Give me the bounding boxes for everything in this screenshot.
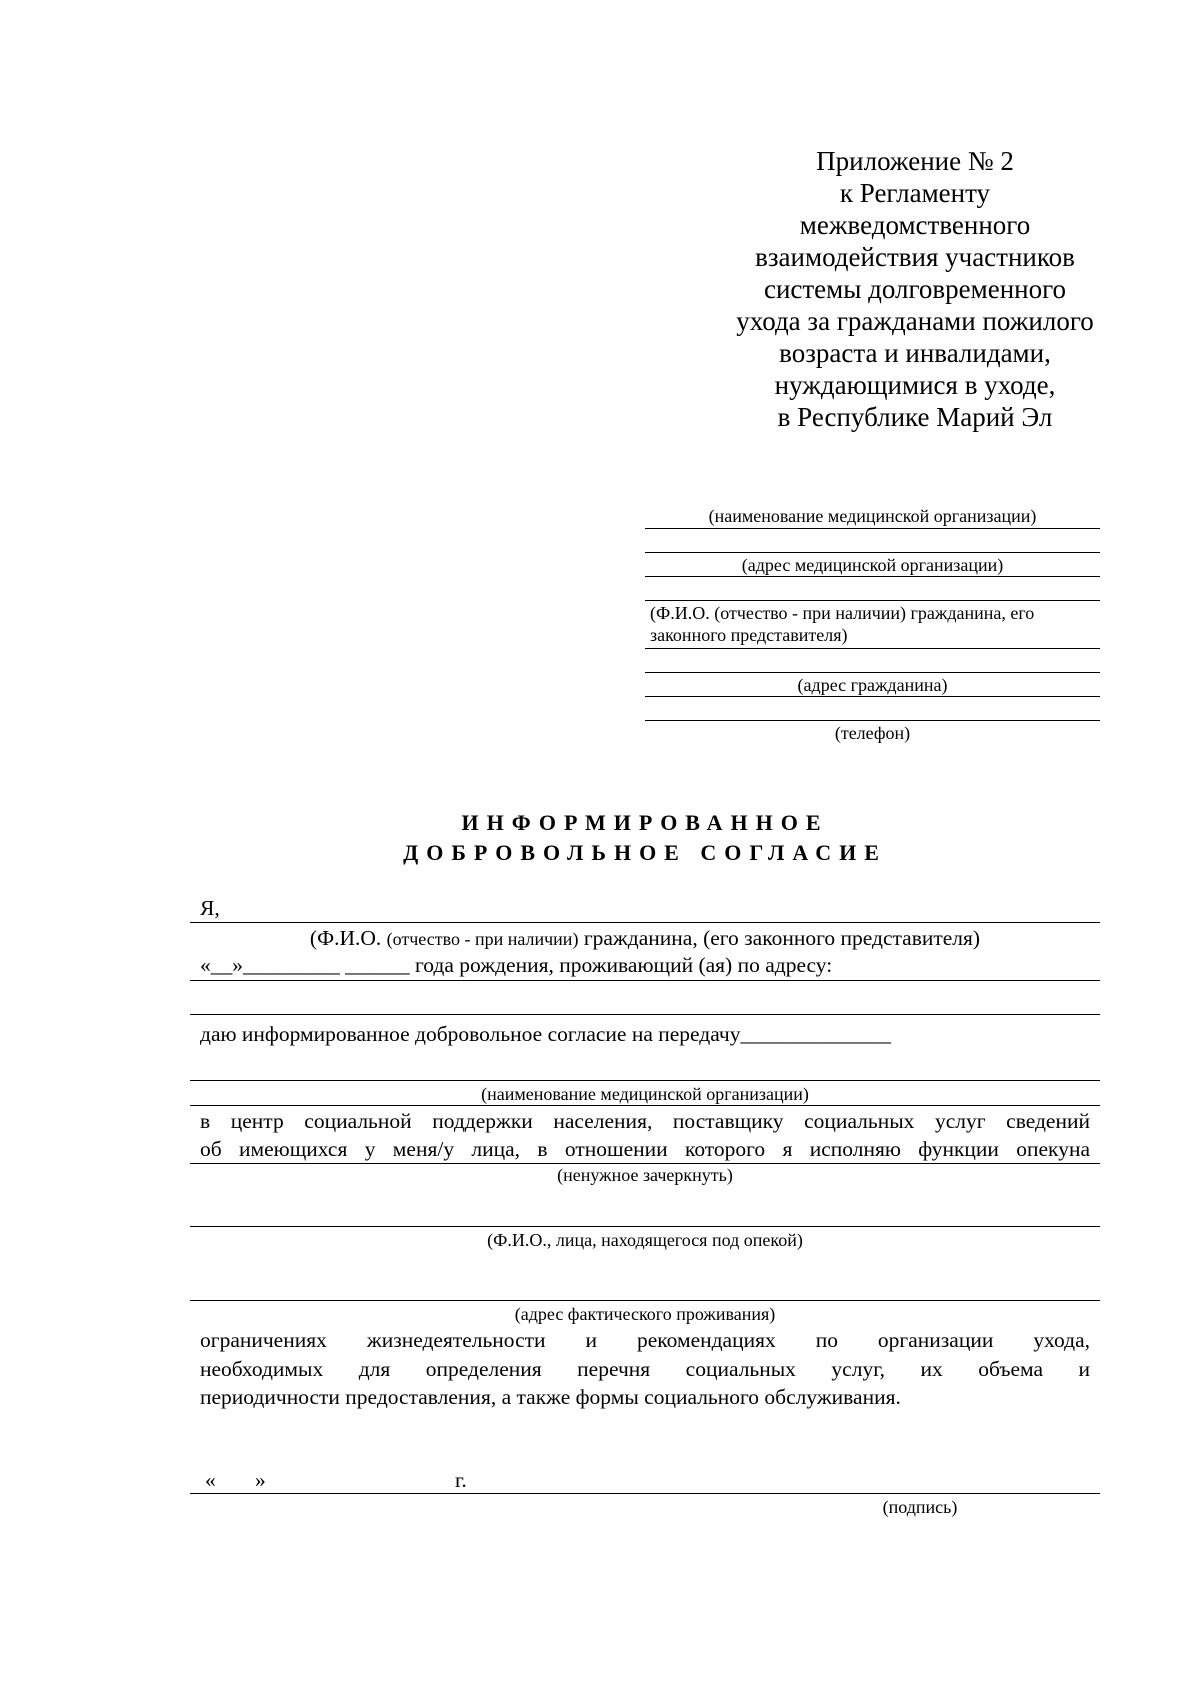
med-org-body-line-2[interactable] bbox=[190, 1105, 1100, 1106]
document-title-line-2: ДОБРОВОЛЬНОЕ СОГЛАСИЕ bbox=[403, 840, 887, 865]
med-org-body-caption: (наименование медицинской организации) bbox=[481, 1084, 809, 1104]
address-line-1[interactable] bbox=[190, 980, 1100, 981]
fio-caption-part: (Ф.И.О. bbox=[309, 926, 387, 950]
phone-line[interactable] bbox=[645, 720, 1100, 721]
header-line: ухода за гражданами пожилого bbox=[736, 306, 1094, 336]
header-line: к Регламенту bbox=[839, 178, 991, 208]
signature-caption: (подпись) bbox=[882, 1497, 958, 1517]
citizen-fio-caption-2: законного представителя) bbox=[650, 625, 848, 645]
residence-line[interactable] bbox=[190, 1300, 1100, 1301]
med-org-name-caption: (наименование медицинской организации) bbox=[708, 506, 1037, 526]
phone-caption: (телефон) bbox=[834, 723, 911, 743]
address-line-2[interactable] bbox=[190, 1014, 1100, 1015]
header-line: системы долговременного bbox=[763, 274, 1067, 304]
citizen-fio-line-2[interactable] bbox=[645, 648, 1100, 649]
header-line: Приложение № 2 bbox=[816, 146, 1014, 176]
year-label: г. bbox=[455, 1468, 467, 1492]
med-org-address-line[interactable] bbox=[645, 576, 1100, 577]
center-line-1: в центр социальной поддержки населения, поставщику социальных услуг сведений bbox=[200, 1109, 1090, 1133]
med-org-address-caption: (адрес медицинской организации) bbox=[741, 555, 1004, 575]
consent-line: даю информированное добровольное согласие на передачу______________ bbox=[200, 1022, 891, 1046]
citizen-address-caption: (адрес гражданина) bbox=[797, 675, 948, 695]
fio-caption-part: гражданина, (его законного представителя) bbox=[578, 926, 981, 950]
appendix-header bbox=[690, 145, 1140, 433]
i-label: Я, bbox=[200, 896, 220, 920]
header-line: в Республике Марий Эл bbox=[777, 402, 1053, 432]
citizen-address-line[interactable] bbox=[645, 672, 1100, 673]
med-org-name-line[interactable] bbox=[645, 528, 1100, 529]
citizen-fio-caption-1: (Ф.И.О. (отчество - при наличии) гражданина, его bbox=[650, 603, 1035, 623]
fio-caption-part: (отчество - при наличии) bbox=[386, 929, 579, 949]
residence-caption: (адрес фактического проживания) bbox=[514, 1304, 776, 1324]
header-line: нуждающимися в уходе, bbox=[774, 370, 1056, 400]
birth-line: «__»_________ ______ года рождения, проживающий (ая) по адресу: bbox=[200, 953, 833, 977]
ward-fio-line[interactable] bbox=[190, 1226, 1100, 1227]
ward-fio-caption: (Ф.И.О., лица, находящегося под опекой) bbox=[487, 1230, 803, 1250]
citizen-address-line-2[interactable] bbox=[645, 696, 1100, 697]
med-org-body-line[interactable] bbox=[190, 1080, 1100, 1081]
header-line: взаимодействия участников bbox=[755, 242, 1075, 272]
center-line-2: об имеющихся у меня/у лица, в отношении которого я исполняю функции опекуна bbox=[200, 1137, 1090, 1161]
strike-caption: (ненужное зачеркнуть) bbox=[557, 1165, 733, 1185]
limits-line-2: необходимых для определения перечня социальных услуг, их объема и bbox=[200, 1357, 1090, 1381]
header-line: возраста и инвалидами, bbox=[779, 338, 1051, 368]
document-title-line-1: ИНФОРМИРОВАННОЕ bbox=[461, 810, 829, 835]
citizen-fio-line[interactable] bbox=[645, 600, 1100, 601]
date-signature-line[interactable] bbox=[190, 1493, 1100, 1494]
date-close-quote: » bbox=[255, 1468, 266, 1492]
limits-line-1: ограничениях жизнедеятельности и рекомендациях по организации ухода, bbox=[200, 1328, 1090, 1352]
limits-line-3: периодичности предоставления, а также формы социального обслуживания. bbox=[200, 1385, 901, 1409]
header-line: межведомственного bbox=[799, 210, 1031, 240]
date-open-quote: « bbox=[205, 1468, 216, 1492]
med-org-extra-line[interactable] bbox=[645, 552, 1100, 553]
